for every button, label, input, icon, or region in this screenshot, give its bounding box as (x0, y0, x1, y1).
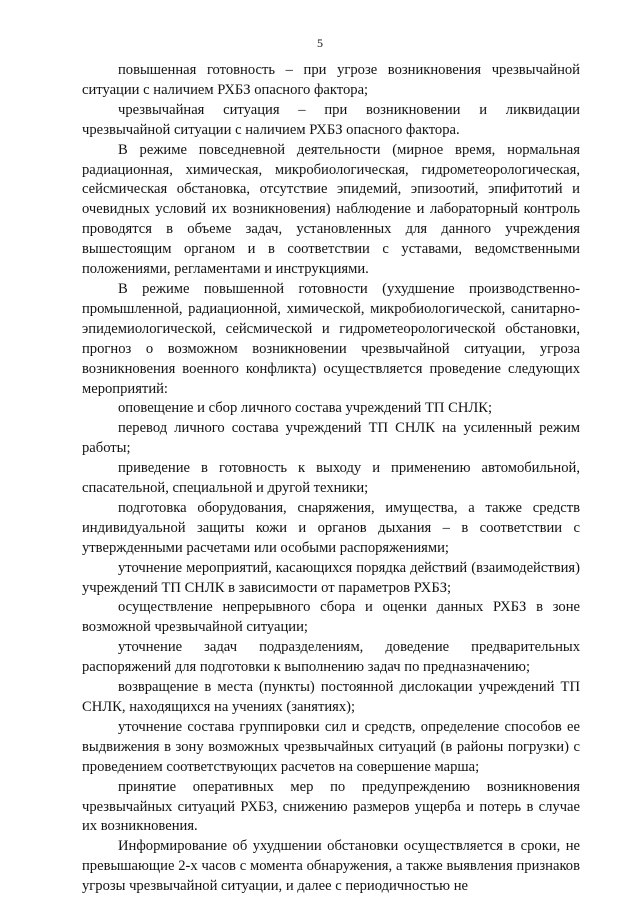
list-item-prevention-measures: принятие оперативных мер по предупреждению возникновения чрезвычайных ситуаций РХБЗ, снижению размеров ущерба и потерь в случае их возникновения. (82, 778, 580, 835)
list-item-reinforced-mode: перевод личного состава учреждений ТП СНЛК на усиленный режим работы; (82, 420, 580, 457)
page-number: 5 (317, 36, 323, 50)
list-item-task-clarification: уточнение задач подразделениям, доведение предварительных распоряжений для подготовки к выполнению задач по предназначению; (82, 639, 580, 676)
paragraph-heightened-readiness: повышенная готовность – при угрозе возникновения чрезвычайной ситуации с наличием РХБЗ опасного фактора; (82, 62, 580, 98)
list-item-notification: оповещение и сбор личного состава учреждений ТП СНЛК; (118, 400, 493, 417)
list-item-data-collection: осуществление непрерывного сбора и оценки данных РХБЗ в зоне возможной чрезвычайной ситуации; (82, 599, 580, 636)
list-item-vehicle-readiness: приведение в готовность к выходу и применению автомобильной, спасательной, специальной и другой техники; (82, 460, 580, 497)
paragraph-informing: Информирование об ухудшении обстановки осуществляется в сроки, не превышающие 2-х часов с момента обнаружения, а также выявления признаков угрозы чрезвычайной ситуации, и далее с периодичностью не (82, 838, 580, 895)
list-item-interaction-clarification: уточнение мероприятий, касающихся порядка действий (взаимодействия) учреждений ТП СНЛК в зависимости от параметров РХБЗ; (82, 559, 580, 596)
list-item-equipment-preparation: подготовка оборудования, снаряжения, имущества, а также средств индивидуальной защиты кожи и органов дыхания – в соответствии с утвержденными расчетами или особыми распоряжениями; (82, 499, 580, 556)
document-body (82, 61, 580, 897)
paragraph-emergency-situation: чрезвычайная ситуация – при возникновении и ликвидации чрезвычайной ситуации с наличием РХБЗ опасного фактора. (82, 101, 580, 138)
list-item-force-composition: уточнение состава группировки сил и средств, определение способов ее выдвижения в зону возможных чрезвычайных ситуаций (в районы погрузки) с проведением соответствующих расчетов на совершение марша; (82, 718, 580, 775)
paragraph-heightened-readiness-mode: В режиме повышенной готовности (ухудшение производственно-промышленной, радиационной, химической, микробиологической, санитарно-эпидемиологической, сейсмической и гидрометеорологической обстановки, прогноз о возможном возникновении чрезвычайной ситуации, угроза возникновения военного конфликта) осуществляется проведение следующих мероприятий: (82, 280, 580, 397)
paragraph-daily-activity-mode: В режиме повседневной деятельности (мирное время, нормальная радиационная, химическая, микробиологическая, гидрометеорологическая, сейсмическая обстановка, отсутствие эпидемий, эпизоотий, эпифитотий и очевидных условий их возникновения) наблюдение и лабораторный контроль проводятся в объеме задач, установленных для данного учреждения вышестоящим органом и в соответствии с уставами, ведомственными положениями, регламентами и инструкциями. (82, 141, 580, 278)
list-item-return-to-base: возвращение в места (пункты) постоянной дислокации учреждений ТП СНЛК, находящихся на учениях (занятиях); (82, 679, 580, 715)
